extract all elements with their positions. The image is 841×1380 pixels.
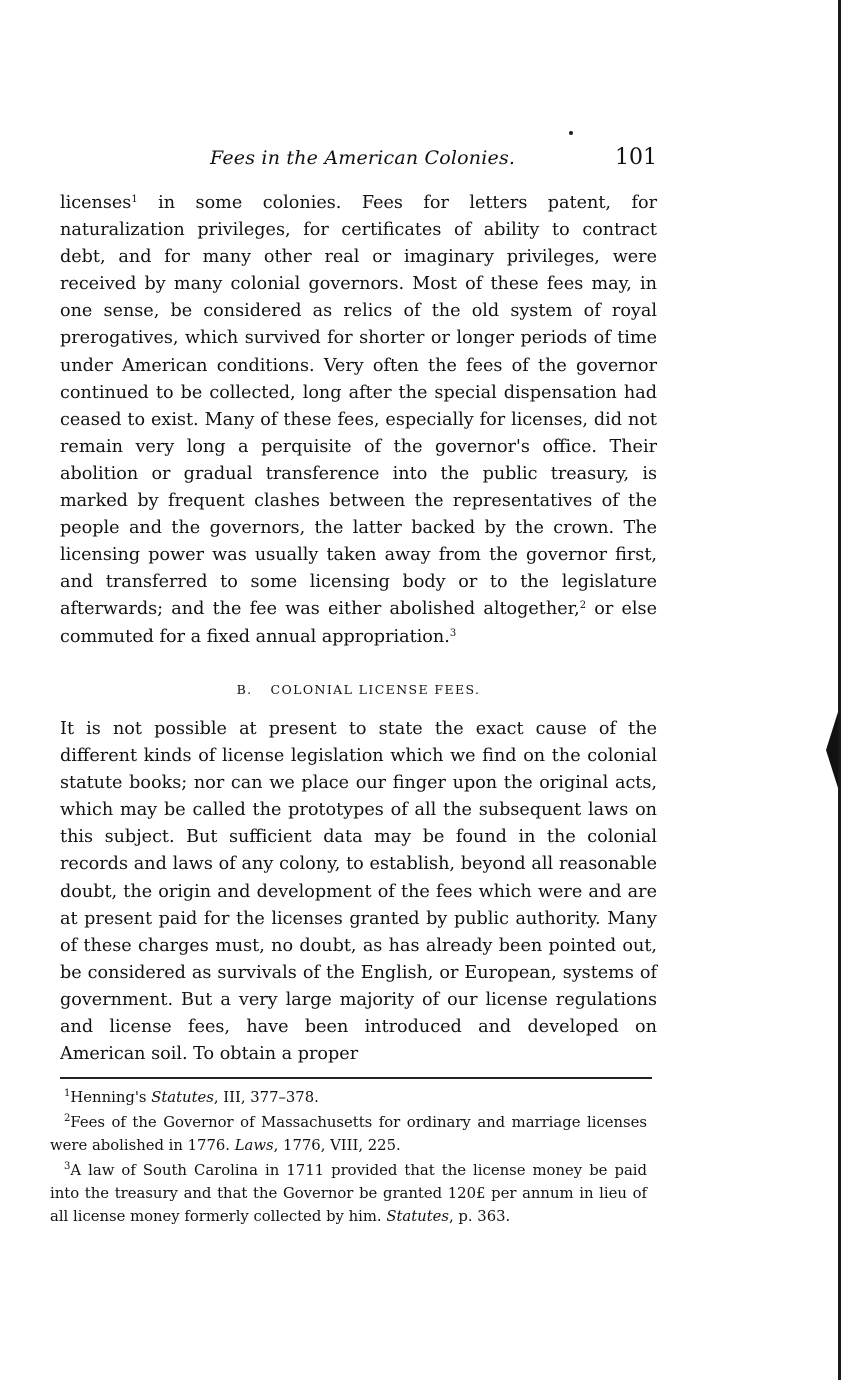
paragraph-2: It is not possible at present to state the exact cause of the different kinds of license legislation which we find on the colonial statute books; nor can we place our finger upon the original acts, which may be called the prototypes of all the subsequent laws on this subject. But sufficient data may be found in the colonial records and laws of any colony, to establish, beyond all reasonable doubt, the origin and development of the fees which were and are at present paid for the licenses granted by public authority. Many of these charges must, no doubt, as has already been pointed out, be considered as survivals of the English, or European, systems of government. But a very large majority of our license regulations and license fees, have been introduced and developed on American soil. To obtain a proper xyxy=(60,719,657,1065)
footnote-2-text: Fees of the Governor of Massachusetts for ordinary and marriage licenses were abolished in 1776. xyxy=(50,1114,647,1154)
footnote-3-citation: , p. 363. xyxy=(449,1208,511,1225)
section-title: COLONIAL LICENSE FEES. xyxy=(270,682,481,697)
page-edge-notch xyxy=(826,712,838,788)
running-title: Fees in the American Colonies. xyxy=(210,147,516,169)
section-heading xyxy=(60,682,657,697)
print-speck xyxy=(569,131,573,135)
footnote-1-citation: , III, 377–378. xyxy=(213,1089,319,1106)
footnote-3-number: 3 xyxy=(64,1161,71,1172)
section-letter: B. xyxy=(236,682,253,697)
footnote-2-source: Laws xyxy=(234,1137,274,1154)
footnote-divider xyxy=(60,1077,652,1079)
footnote-3-source: Statutes xyxy=(386,1208,449,1225)
footnote-ref-1[interactable]: 1 xyxy=(131,194,138,205)
footnote-1-source: Statutes xyxy=(151,1089,214,1106)
footnote-1 xyxy=(50,1086,647,1109)
paragraph-1-text-c: or else commuted for a fixed annual appropriation. xyxy=(60,599,657,647)
footnote-ref-3[interactable]: 3 xyxy=(449,627,457,639)
footnote-3 xyxy=(50,1159,647,1228)
footnotes-section xyxy=(50,1086,647,1230)
page-number: 101 xyxy=(615,145,657,170)
footnote-1-number: 1 xyxy=(64,1088,71,1099)
paragraph-1 xyxy=(60,190,657,651)
footnote-2 xyxy=(50,1111,647,1157)
paragraph-1-text-a: licenses xyxy=(60,193,132,213)
footnote-2-citation: , 1776, VIII, 225. xyxy=(273,1137,401,1154)
footnote-3-text: A law of South Carolina in 1711 provided that the license money be paid into the treasury and that the Governor be granted 120£ per annum in lieu of all license money formerly collected by him. xyxy=(50,1162,647,1225)
footnote-ref-2[interactable]: 2 xyxy=(579,600,587,612)
paragraph-1-text-b: in some colonies. Fees for letters patent, for naturalization privileges, for certificates of ability to contract debt, and for many other real or imaginary privileges, were received by many colonial governors. Most of these fees may, in one sense, be considered as relics of the old system of royal prerogatives, which survived for shorter or longer periods of time under American conditions. Very often the fees of the governor continued to be collected, long after the special dispensation had ceased to exist. Many of these fees, especially for licenses, did not remain very long a perquisite of the governor's office. Their abolition or gradual transference into the public treasury, is marked by frequent clashes between the representatives of the people and the governors, the latter backed by the crown. The licensing power was usually taken away from the governor first, and transferred to some licensing body or to the legislature afterwards; and the fee was either abolished altogether, xyxy=(60,193,657,620)
footnote-1-text: Henning's xyxy=(70,1089,152,1106)
running-header xyxy=(60,145,657,175)
footnote-2-number: 2 xyxy=(64,1113,71,1124)
